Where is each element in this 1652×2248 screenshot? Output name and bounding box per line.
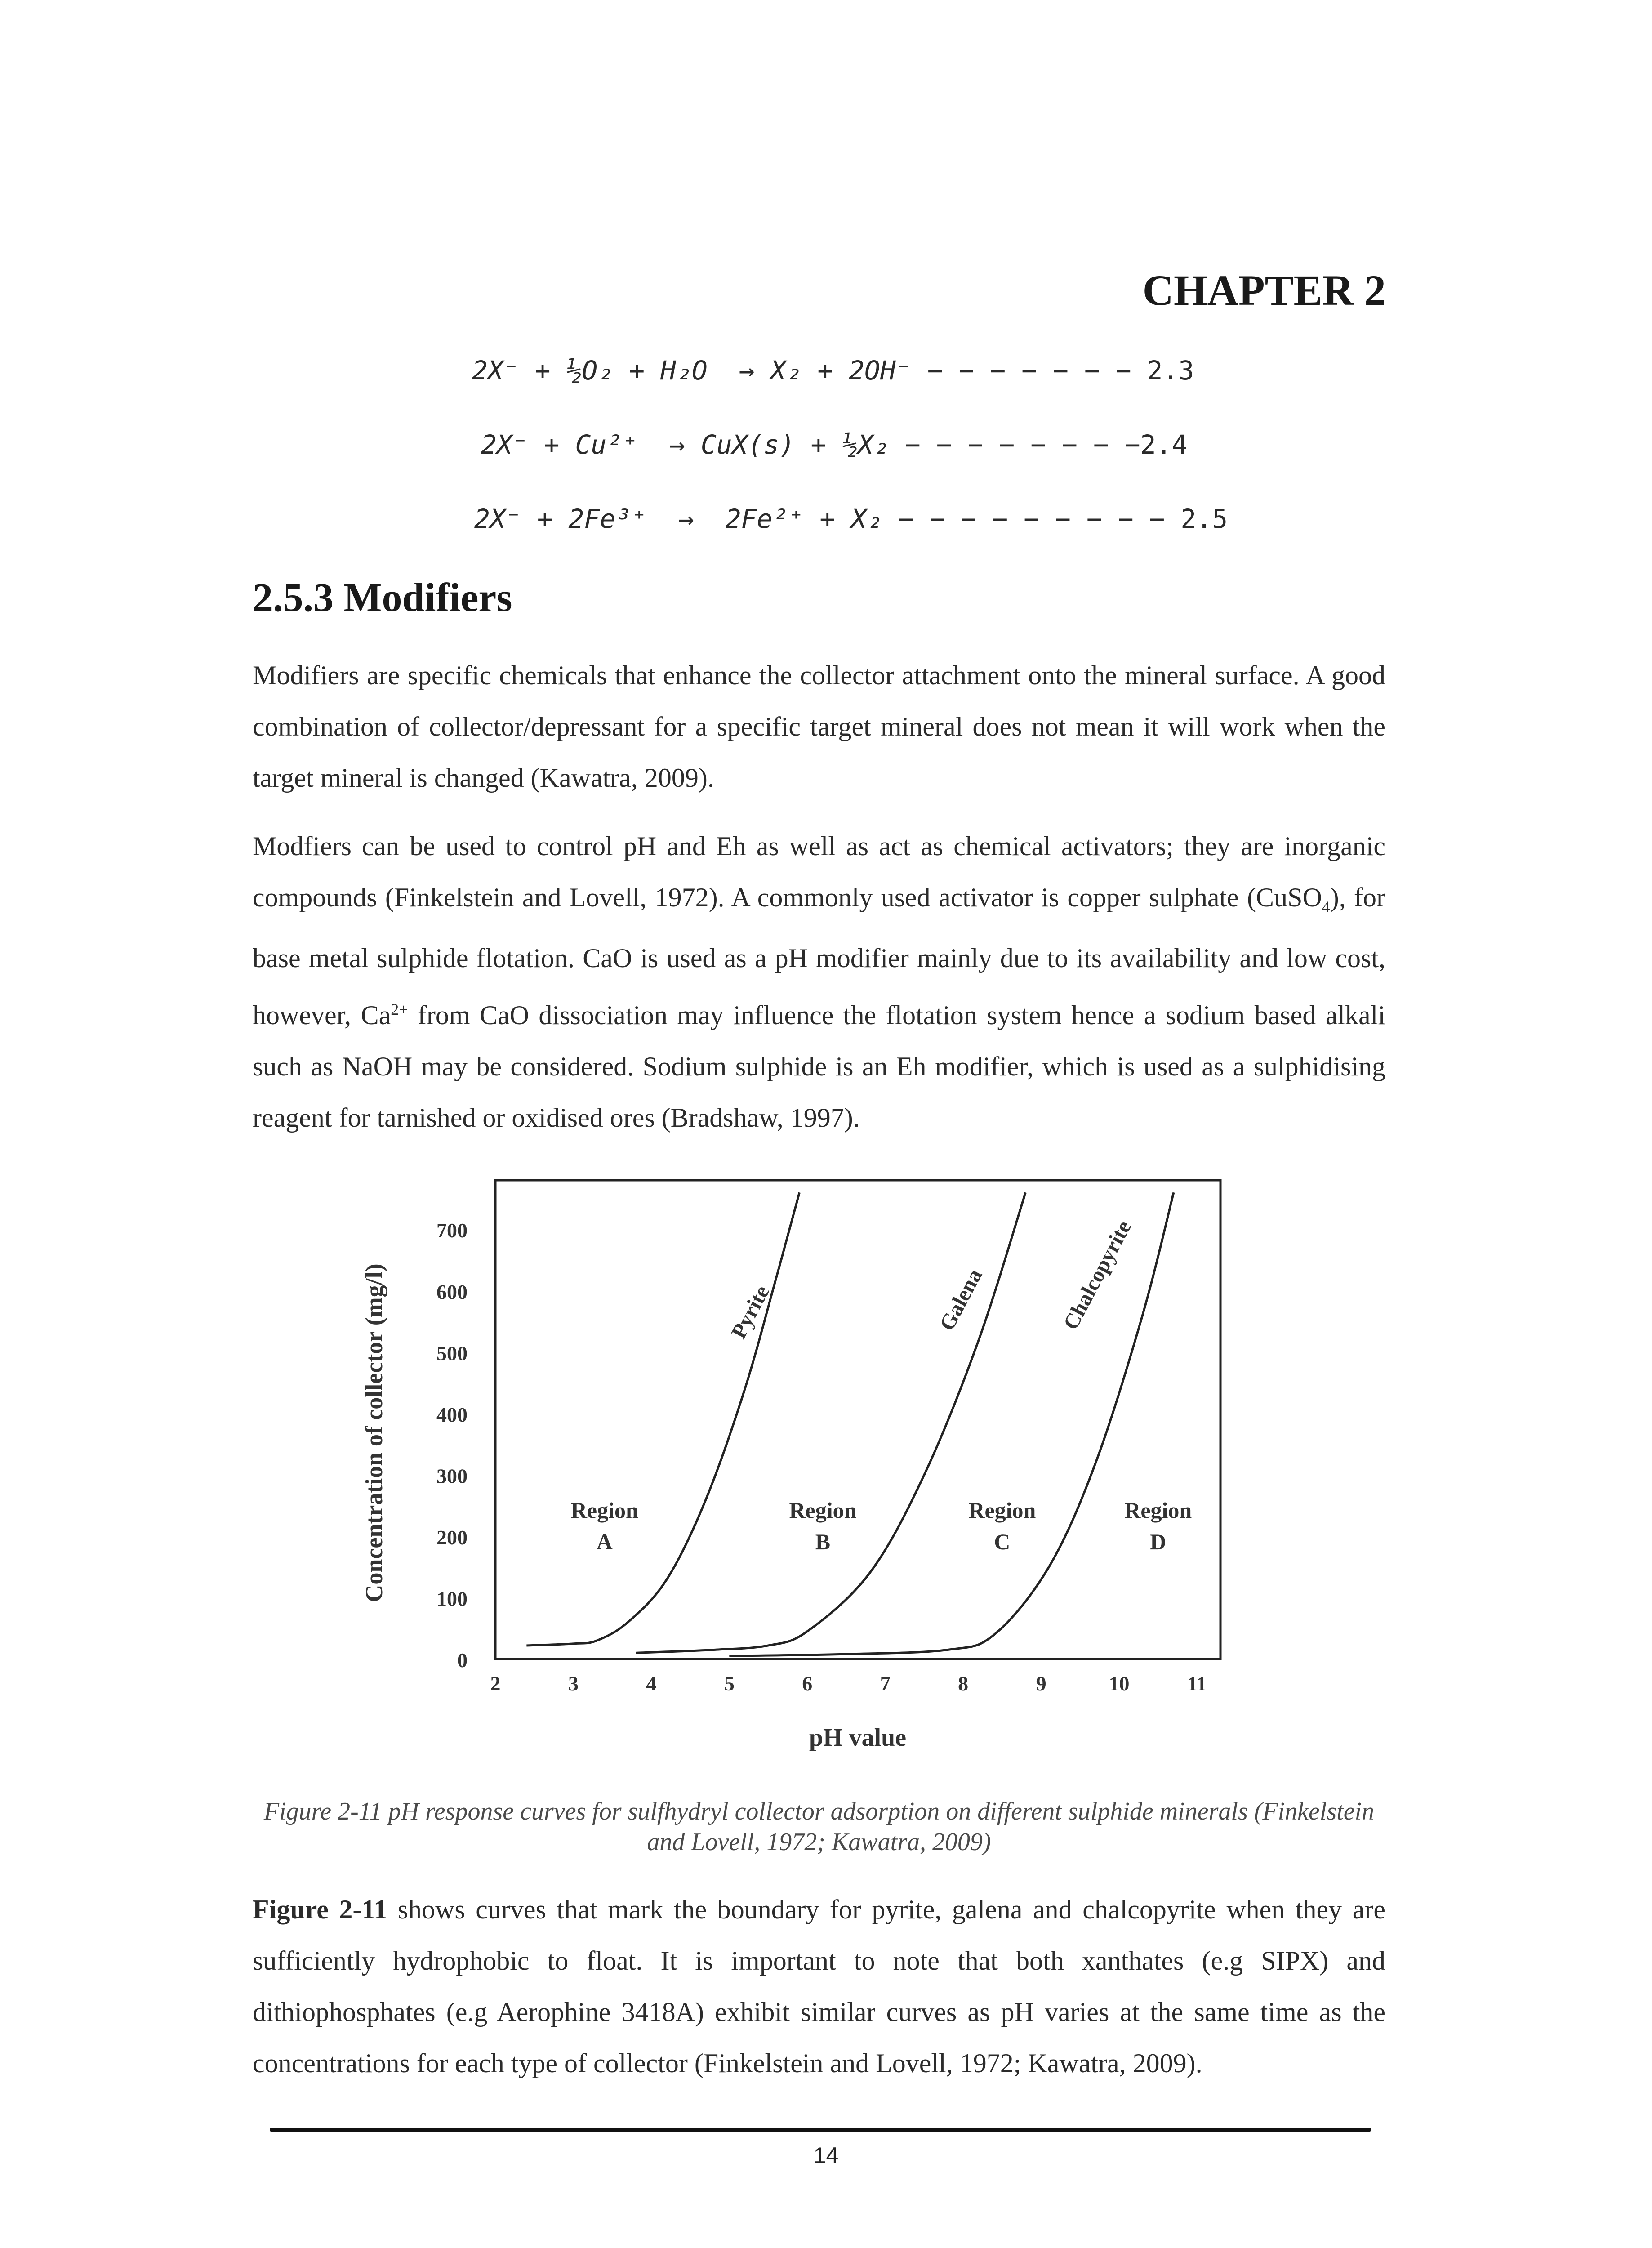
curve-galena bbox=[636, 1192, 1025, 1653]
curve-label: Chalcopyrite bbox=[1059, 1217, 1136, 1334]
equation-2-4: 2X⁻ + Cu²⁺ → CuX(s) + ½X₂ − − − − − − − −2.4 bbox=[481, 429, 1188, 460]
y-tick-label: 100 bbox=[436, 1587, 468, 1610]
section-heading: 2.5.3 Modifiers bbox=[253, 575, 512, 620]
page-number: 14 bbox=[813, 2143, 839, 2168]
region-label: Region bbox=[1124, 1497, 1192, 1523]
paragraph-2: Modfiers can be used to control pH and Eh as well as act as chemical activators; they are inorganic compounds (Finkelstein and Lovell, 1972). A commonly used activator is copper sulphate (CuSO$_4$), for base metal sulphide flotation. CaO is used as a pH modifier mainly due to its availability and low cost, however, $Ca^{2+}$ from CaO dissociation may influence the flotation system hence a sodium based alkali such as NaOH may be considered. Sodium sulphide is an Eh modifier, which is used as a sulphidising reagent for tarnished or oxidised ores (Bradshaw, 1997). bbox=[253, 831, 1385, 1133]
region-letter: B bbox=[815, 1529, 831, 1554]
paragraph-1: Modifiers are specific chemicals that enhance the collector attachment onto the mineral surface. A good combination of collector/depressant for a specific target mineral does not mean it will work when the target mineral is changed (Kawatra, 2009). bbox=[253, 660, 1385, 793]
equation-number: 2.3 bbox=[1147, 355, 1194, 386]
equation-number: 2.4 bbox=[1140, 429, 1188, 460]
x-tick-label: 7 bbox=[880, 1672, 891, 1695]
curve-label: Pyrite bbox=[726, 1281, 775, 1343]
footer-rule bbox=[270, 2128, 1371, 2132]
y-tick-label: 200 bbox=[436, 1525, 468, 1549]
curve-pyrite bbox=[526, 1192, 799, 1646]
x-tick-label: 9 bbox=[1036, 1672, 1046, 1695]
region-label: Region bbox=[570, 1497, 638, 1523]
region-letter: D bbox=[1150, 1529, 1167, 1554]
figure-caption: Figure 2-11 pH response curves for sulfhydryl collector adsorption on different sulphide minerals (Finkelstein and Lovell, 1972; Kawatra, 2009) bbox=[263, 1798, 1375, 1856]
x-tick-label: 2 bbox=[490, 1672, 501, 1695]
y-tick-label: 700 bbox=[436, 1219, 468, 1242]
y-tick-label: 400 bbox=[436, 1403, 468, 1426]
region-letter: C bbox=[994, 1529, 1011, 1554]
x-tick-label: 11 bbox=[1187, 1672, 1207, 1695]
y-tick-label: 500 bbox=[436, 1342, 468, 1365]
y-axis-label: Concentration of collector (mg/l) bbox=[361, 1263, 387, 1602]
ph-response-chart bbox=[351, 1169, 1272, 1767]
x-tick-label: 8 bbox=[958, 1672, 969, 1695]
x-tick-label: 3 bbox=[568, 1672, 579, 1695]
x-axis-ticks bbox=[490, 1672, 1207, 1695]
region-label: Region bbox=[789, 1497, 857, 1523]
paragraph-3: Figure 2-11 shows curves that mark the boundary for pyrite, galena and chalcopyrite when they are sufficiently hydrophobic to float. It is important to note that both xanthates (e.g SIPX) and dithiophosphates (e.g Aerophine 3418A) exhibit similar curves as pH varies at the same time as the concentrations for each type of collector (Finkelstein and Lovell, 1972; Kawatra, 2009). bbox=[253, 1895, 1385, 2078]
figure-reference: Figure 2-11 bbox=[253, 1895, 387, 1924]
x-tick-label: 10 bbox=[1109, 1672, 1130, 1695]
region-letter: A bbox=[596, 1529, 613, 1554]
region-label: Region bbox=[968, 1497, 1036, 1523]
y-axis-ticks bbox=[436, 1219, 468, 1672]
curve-label: Galena bbox=[935, 1265, 987, 1334]
equation-2-3: 2X⁻ + ½O₂ + H₂O → X₂ + 2OH⁻ − − − − − − − 2.3 bbox=[472, 355, 1194, 386]
y-tick-label: 300 bbox=[436, 1464, 468, 1488]
y-tick-label: 600 bbox=[436, 1280, 468, 1303]
chapter-heading: CHAPTER 2 bbox=[1142, 266, 1386, 314]
x-tick-label: 6 bbox=[802, 1672, 813, 1695]
x-axis-label: pH value bbox=[809, 1724, 907, 1752]
region-labels bbox=[571, 1498, 1192, 1554]
equation-number: 2.5 bbox=[1180, 504, 1228, 534]
curves bbox=[526, 1192, 1174, 1656]
equation-2-5: 2X⁻ + 2Fe³⁺ → 2Fe²⁺ + X₂ − − − − − − − − − 2.5 bbox=[474, 504, 1228, 534]
y-tick-label: 0 bbox=[457, 1649, 468, 1672]
x-tick-label: 4 bbox=[646, 1672, 657, 1695]
x-tick-label: 5 bbox=[724, 1672, 735, 1695]
